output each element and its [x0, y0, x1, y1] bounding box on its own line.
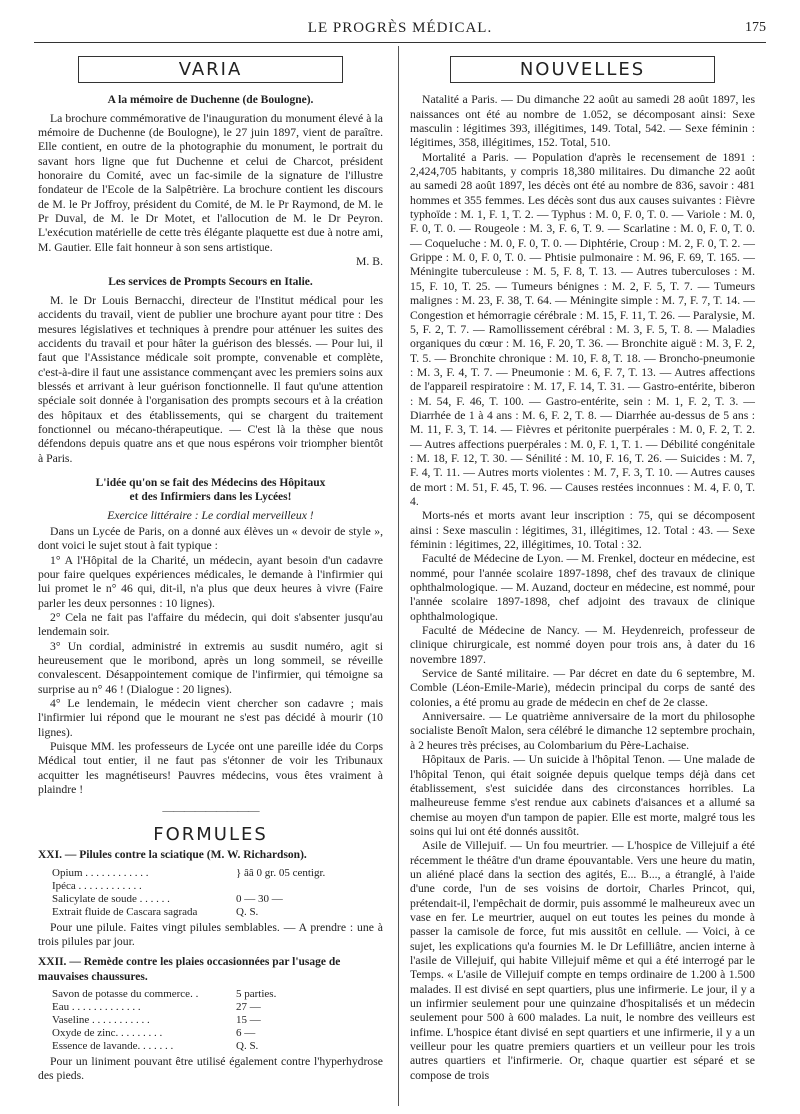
villejuif-item: Asile de Villejuif. — Un fou meurtrier. — L'hospice de Villejuif a été récemment le théâtre d'un drame épouvantable. Vers une heure du matin, un aliéné placé dans la section des agités, E... B..., a étranglé, à l'aide d'une corde, l'un de ses voisins de dortoir, Charles Princot, qui, prétendait-il, l'empêchait de dormir, puis assommé le malheureux avec un vase en fer. Le meurtrier, auquel on eut toutes les peines du monde à passer la camisole de force, fut mis aussitôt en cellule. — Voici, à ce sujet, les explications qu'a fournies M. le Dr Lefilliâtre, ancien interne à l'asile de Villejuif, qui habite Villejuif même et qui a été interrogé par le Temps. « L'asile de Villejuif compte en temps ordinaire de 1.200 à 1.500 malades. Il est divisé en sept quartiers, plus une infirmerie. Le jour, il y a un infirmier seulement pour une quinzaine d'hospitalisés et un médecin seulement pour 500 à 600 malades. La nuit, le nombre des veilleurs est infime. L'hospice étant divisé en sept quartiers et une infirmerie, il y a un veilleur pour les quatre premiers quartiers et un veilleur pour les trois autres quartiers et l'infirmerie. Or, chaque quartier est séparé et se compose de trois: [410, 839, 755, 1082]
ingredient-name: Vaseline . . . . . . . . . . .: [52, 1013, 150, 1026]
lycees-point-3: 3° Un cordial, administré in extremis au susdit numéro, agit si heureusement que le moribond, après un long sommeil, se réveille convalescent. Désappointement comique de l'infirmier, qui témoigne sa surprise au n° 46 ! (Dialogue : 20 lignes).: [38, 639, 383, 696]
formula-21-note: Pour une pilule. Faites vingt pilules semblables. — A prendre : une à trois pilules par jour.: [38, 920, 383, 948]
varia-heading: VARIA: [78, 56, 343, 83]
formula-21-name: — Pilules contre la sciatique (M. W. Richardson).: [64, 849, 307, 862]
formula-22-ingredients: [52, 988, 383, 1053]
prompts-title: Les services de Prompts Secours en Italie.: [108, 276, 313, 289]
lycees-intro: Dans un Lycée de Paris, on a donné aux élèves un « devoir de style », dont voici le sujet stout à fait typique :: [38, 524, 383, 553]
column-rule: [398, 46, 399, 1106]
ingredient-qty: 0 — 30 —: [236, 892, 283, 905]
ingredient-name: Savon de potasse du commerce. .: [52, 987, 199, 1000]
lycees-conclusion: Puisque MM. les professeurs de Lycée ont une pareille idée du Corps Médical tout entier, il ne faut pas s'étonner de voir les Tribunaux acquitter les magnétiseurs! Pauvres médecins, vous êtes vraiment à plaindre !: [38, 740, 383, 797]
nancy-item: Faculté de Médecine de Nancy. — M. Heydenreich, professeur de clinique chirurgicale, est nommé doyen pour trois ans, à dater du 16 novembre 1897.: [410, 624, 755, 666]
duchenne-text: La brochure commémorative de l'inauguration du monument élevé à la mémoire de Duchenne (de Boulogne), le 27 juin 1897, vient de paraître. Elle contient, en outre de la photographie du monument, le portrait du savant hors ligne que fut Duchenne et celui de Charcot, président honoraire du Comité, avec un fac-simile de la signature de l'illustre fondateur de l'Ecole de la Salpêtrière. La brochure contient les discours de M. le Pr Joffroy, président du Comité, de M. le Pr Raymond, de M. le Pr Duval, de M. le Dr Motet, et l'allocution de M. le Dr Peyron. L'exécution matérielle de cette très élégante plaquette est due à notre ami, M. Gautier. Elle fait honneur à son sens artistique.: [38, 111, 383, 254]
page-number: 175: [745, 20, 766, 35]
formules-heading: FORMULES: [153, 823, 268, 845]
ingredient-row: [52, 893, 383, 906]
sante-militaire-item: Service de Santé militaire. — Par décret en date du 6 septembre, M. Comble (Léon-Emile-Marie), médecin principal du corps de santé des colonies, a été promu au grade de médecin en chef de 2e classe.: [410, 667, 755, 709]
ingredient-row: [52, 1027, 383, 1040]
ingredient-row: [52, 880, 383, 893]
ingredient-qty: Q. S.: [236, 1039, 259, 1052]
prompts-text: M. le Dr Louis Bernacchi, directeur de l'Institut médical pour les accidents du travail, vient de publier une brochure ayant pour titre : Des mesures législatives et techniques à prendre pour atténuer les suites des accidents du travail et pour hâter la guérison des blessés. — Pour lui, il faut que l'Assistance médicale soit prompte, convenable et complète, c'est-à-dire il faut une assistance commençant avec les premiers soins aux blessés et arrivant à leur guérison fonctionnelle. Il faut qu'une attention spéciale soit donnée à l'organisation des prompts secours et à la création des hôpitaux et des établissements, qui se chargent du traitement fonctionnel ou mécano-thérapeutique. — C'est là la thèse que nous défendons depuis quatre ans et que nous espérons voir triompher bientôt à Paris.: [38, 293, 383, 465]
tenon-item: Hôpitaux de Paris. — Un suicide à l'hôpital Tenon. — Une malade de l'hôpital Tenon, qui était soignée depuis quelque temps déjà dans cet établissement, s'est suicidée dans des circonstances horribles. La malheureuse femme s'est rendue aux cabinets d'aisances et a allumé sa chemise au moyen d'un tampon de papier. Elle est morte, malgré tous les soins qui lui ont été donnés aussitôt.: [410, 753, 755, 838]
lycees-point-4: 4° Le lendemain, le médecin vient chercher son cadavre ; mais l'infirmier lui répond que le mourant ne s'est pas décidé à mourir (10 lignes).: [38, 697, 383, 739]
ingredient-name: Eau . . . . . . . . . . . . .: [52, 1000, 141, 1013]
formula-22-note: Pour un liniment pouvant être utilisé également contre l'hyperhydrose des pieds.: [38, 1054, 383, 1083]
formula-22-name: — Remède contre les plaies occasionnées par l'usage de mauvaises chaussures.: [38, 956, 341, 983]
lyon-item: Faculté de Médecine de Lyon. — M. Frenkel, docteur en médecine, est nommé, pour l'année scolaire 1897-1898, chef des travaux de clinique ophthalmologique. — M. Auzand, docteur en médecine, est nommé, pour l'année scolaire 1897-1898, chef adjoint des travaux de clinique ophthalmologique.: [410, 552, 755, 623]
ingredient-qty: [232, 880, 236, 893]
nouvelles-heading: NOUVELLES: [450, 56, 715, 83]
lycees-title: [38, 476, 383, 505]
ingredient-row: [52, 988, 383, 1001]
formula-21-label: XXI.: [38, 849, 62, 862]
lycees-subtitle: Exercice littéraire : Le cordial merveilleux !: [107, 508, 314, 522]
duchenne-title: A la mémoire de Duchenne (de Boulogne).: [107, 94, 314, 107]
ingredient-row: [52, 1040, 383, 1053]
formula-21-ingredients: [52, 867, 383, 919]
header-rule: [34, 42, 766, 43]
lycees-point-1: 1° A l'Hôpital de la Charité, un médecin, ayant besoin d'un cadavre pour faire quelques expériences médicales, le demande à l'infirmier qui lui promet le n° 46 qui, dit-il, n'a plus que deux heures à vivre (Faire parler les deux personnes : 10 lignes).: [38, 553, 383, 610]
lycees-point-2: 2° Cela ne fait pas l'affaire du médecin, qui doit s'absenter jusqu'au lendemain soir.: [38, 611, 383, 639]
ingredient-row: [52, 1014, 383, 1027]
ingredient-name: Opium . . . . . . . . . . . .: [52, 866, 149, 879]
ingredient-qty: } ââ 0 gr. 05 centigr.: [236, 866, 326, 879]
ingredient-row: [52, 1001, 383, 1014]
ingredient-qty: 5 parties.: [236, 987, 277, 1000]
natalite-item: Natalité a Paris. — Du dimanche 22 août au samedi 28 août 1897, les naissances ont été au nombre de 1.052, se décomposant ainsi: Sexe masculin : légitimes 393, illégitimes, 149. Total, 542. — Sexe féminin : légitimes, 358, illégitimes, 152. Total, 510.: [410, 93, 755, 150]
lycees-title-line2: et des Infirmiers dans les Lycées!: [129, 491, 292, 504]
journal-title: LE PROGRÈS MÉDICAL.: [307, 20, 493, 36]
morts-nes-item: Morts-nés et morts avant leur inscription : 75, qui se décomposent ainsi : Sexe masculin : légitimes, 31, illégitimes, 12. Total : 43. — Sexe féminin : légitimes, 22, illégitimes, 10. Total : 32.: [410, 509, 755, 551]
ingredient-row: [52, 867, 383, 880]
ingredient-name: Ipéca . . . . . . . . . . . .: [52, 879, 142, 892]
ingredient-row: [52, 906, 383, 919]
ingredient-qty: 6 —: [236, 1026, 256, 1039]
right-column: [410, 50, 755, 1083]
ingredient-name: Extrait fluide de Cascara sagrada: [52, 905, 198, 918]
ingredient-name: Salicylate de soude . . . . . .: [52, 892, 170, 905]
duchenne-signature: M. B.: [356, 255, 383, 269]
formula-21-title: [38, 848, 383, 862]
ingredient-qty: 27 —: [236, 1000, 261, 1013]
ingredient-qty: 15 —: [236, 1013, 261, 1026]
ingredient-qty: Q. S.: [236, 905, 259, 918]
page-header: [34, 20, 766, 40]
mortalite-item: Mortalité a Paris. — Population d'après le recensement de 1891 : 2,424,705 habitants, y compris 18,380 militaires. Du dimanche 22 août au samedi 28 août 1897, les décès ont été au nombre de 836, savoir : 481 hommes et 355 femmes. Les décès sont dus aux causes suivantes : Fièvre typhoïde : M. 1, F. 1, T. 2. — Typhus : M. 0, F. 0, T. 0. — Variole : M. 0, F. 0, T. 0. — Rougeole : M. 3, F. 6, T. 9. — Scarlatine : M. 0, F. 0, T. 0. — Coqueluche : M. 0, F. 0, T. 0. — Diphtérie, Croup : M. 2, F. 0, T. 2. — Grippe : M. 0, F. 0, T. 0. — Phtisie pulmonaire : M. 96, F. 69, T. 165. — Méningite tuberculeuse : M. 5, F. 8, T. 13. — Autres tuberculoses : M. 15, F. 10, T. 25. — Tumeurs bénignes : M. 2, F. 5, T. 7. — Tumeurs malignes : M. 23, F. 38, T. 64. — Méningite simple : M. 7, F. 7, T. 14. — Congestion et hémorragie cérébrale : M. 15, F. 11, T. 26. — Paralysie, M. 5, F. 2, T. 7. — Ramollissement cérébral : M. 3, F. 5, T. 8. — Maladies organiques du cœur : M. 16, F. 20, T. 36. — Bronchite aiguë : M. 3, F. 2, T. 5. — Bronchite chronique : M. 10, F. 8, T. 18. — Broncho-pneumonie : M. 3, F. 4, T. 7. — Pneumonie : M. 6, F. 7, T. 13. — Autres affections de l'appareil respiratoire : M. 17, F. 14, T. 31. — Gastro-entérite, biberon : M. 54, F. 46, T. 100. — Gastro-entérite, sein : M. 1, F. 2, T. 3. — Diarrhée de 1 à 4 ans : M. 6, F. 2, T. 8. — Diarrhée au-dessus de 5 ans : M. 11, F. 3, T. 14. — Fièvres et péritonite puerpérales : M. 0, F. 2, T. 2. — Autres affections puerpérales : M. 0, F. 1, T. 1. — Débilité congénitale : M. 18, F. 12, T. 30. — Sénilité : M. 10, F. 16, T. 26. — Suicides : M. 7, F. 4, T. 11. — Autres morts violentes : M. 7, F. 3, T. 10. — Autres causes de mort : M. 51, F. 45, T. 96. — Causes restées inconnues : M. 4, F. 0, T. 4.: [410, 150, 755, 508]
ingredient-name: Essence de lavande. . . . . . .: [52, 1039, 174, 1052]
left-column: [38, 50, 383, 1084]
formula-22-title: [38, 955, 383, 984]
formula-22-label: XXII.: [38, 956, 67, 969]
ingredient-name: Oxyde de zinc. . . . . . . . .: [52, 1026, 163, 1039]
ornamental-separator: —————————: [162, 803, 259, 817]
lycees-title-line1: L'idée qu'on se fait des Médecins des Hôpitaux: [95, 476, 326, 489]
anniversaire-item: Anniversaire. — Le quatrième anniversaire de la mort du philosophe socialiste Benoît Malon, sera célébré le dimanche 12 septembre prochain, à 2 heures très précises, au Colombarium du Père-Lachaise.: [410, 710, 755, 752]
